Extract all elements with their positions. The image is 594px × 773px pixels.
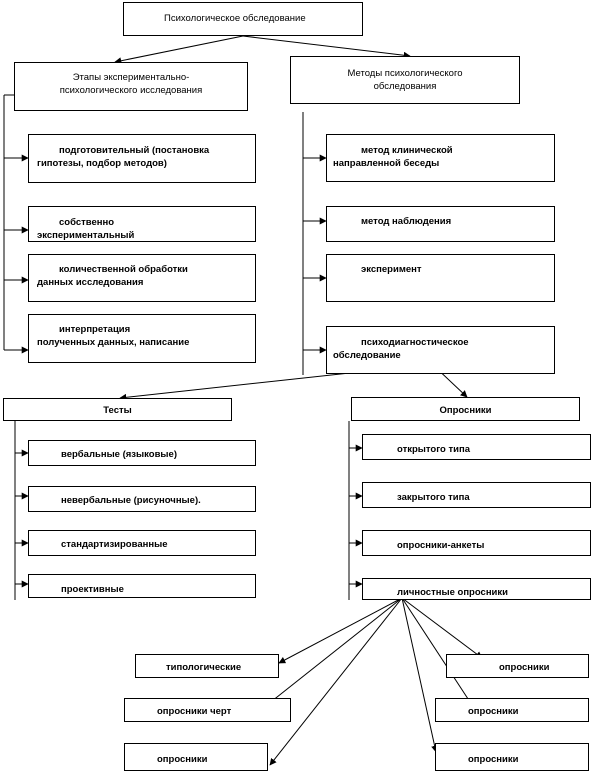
method-item-experiment	[326, 254, 555, 302]
tests-header	[3, 398, 232, 421]
method-item-label: психодиагностическое обследование	[333, 337, 469, 361]
questionnaires-header-label: Опросники	[439, 405, 492, 416]
questionnaire-item-open	[362, 434, 591, 460]
questionnaire-item-closed	[362, 482, 591, 508]
test-item-label: проективные	[61, 584, 124, 595]
stage-item-interpretation	[28, 314, 256, 363]
methods-header-label: Методы психологического обследования	[347, 68, 463, 92]
test-item-nonverbal	[28, 486, 256, 512]
stage-item-processing	[28, 254, 256, 302]
root-node	[123, 2, 363, 36]
stage-item-label: количественной обработки данных исследования	[37, 264, 188, 288]
method-item-psychodiagnostic	[326, 326, 555, 374]
method-item-label: метод клинической направленной беседы	[333, 145, 453, 169]
questionnaires-header	[351, 397, 580, 421]
questionnaire-item-label: личностные опросники	[397, 587, 508, 598]
personal-item-typological	[135, 654, 279, 678]
stage-item-label: собственно экспериментальный	[37, 217, 135, 241]
personal-item-label: опросники	[499, 662, 550, 673]
personal-item-label: опросники	[468, 754, 519, 765]
questionnaire-item-label: открытого типа	[397, 444, 471, 455]
method-item-label: метод наблюдения	[361, 216, 452, 227]
method-item-observation	[326, 206, 555, 242]
personal-item-right-bottom	[435, 743, 589, 771]
test-item-projective	[28, 574, 256, 598]
test-item-verbal	[28, 440, 256, 466]
stage-item-label: интерпретация полученных данных, написание	[37, 324, 190, 348]
method-item-label: эксперимент	[361, 264, 422, 275]
personal-item-left-bottom	[124, 743, 268, 771]
methods-header	[290, 56, 520, 104]
stages-header	[14, 62, 248, 111]
questionnaire-item-surveys	[362, 530, 591, 556]
test-item-standardized	[28, 530, 256, 556]
questionnaire-item-personal	[362, 578, 591, 600]
method-item-conversation	[326, 134, 555, 182]
personal-item-label: типологические	[166, 662, 242, 673]
test-item-label: невербальные (рисуночные).	[61, 495, 201, 506]
questionnaire-item-label: опросники-анкеты	[397, 540, 485, 551]
stage-item-experimental	[28, 206, 256, 242]
questionnaire-item-label: закрытого типа	[397, 492, 470, 503]
personal-item-label: опросники	[468, 706, 519, 717]
test-item-label: вербальные (языковые)	[61, 449, 177, 460]
test-item-label: стандартизированные	[61, 539, 168, 550]
stage-item-preparatory	[28, 134, 256, 183]
personal-item-label: опросники	[157, 754, 208, 765]
tests-header-label: Тесты	[103, 405, 132, 416]
personal-item-traits	[124, 698, 291, 722]
root-label: Психологическое обследование	[164, 13, 306, 24]
personal-item-right-middle	[435, 698, 589, 722]
stages-header-label: Этапы экспериментально- психологического исследования	[59, 72, 203, 96]
personal-item-label: опросники черт	[157, 706, 232, 717]
stage-item-label: подготовительный (постановка гипотезы, подбор методов)	[37, 145, 210, 169]
personal-item-right-top	[446, 654, 589, 678]
